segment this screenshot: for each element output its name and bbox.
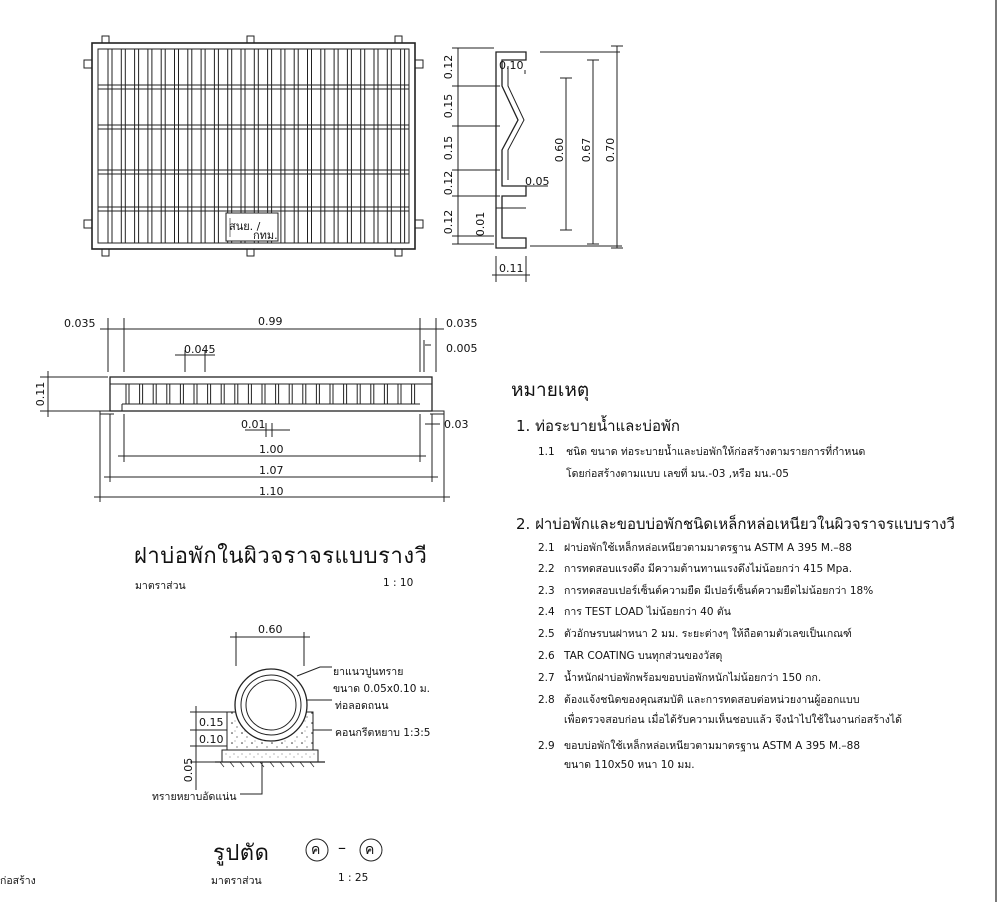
section-scale-value: 1 : 25 <box>338 872 369 884</box>
note-text: ต้องแจ้งชนิดของคุณสมบัติ และการทดสอบต่อหน่วยงานผู้ออกแบบ <box>564 694 860 706</box>
note-1-1-line-2: โดยก่อสร้างตามแบบ เลขที่ มน.-03 ,หรือ มน.-05 <box>566 468 789 480</box>
section-scale-label: มาตราส่วน <box>211 875 262 887</box>
note-text: TAR COATING บนทุกส่วนของวัสดุ <box>564 650 723 662</box>
note-text: ตัวอักษรบนฝาหนา 2 มม. ระยะต่างๆ ให้ถือตามตัวเลขเป็นเกณฑ์ <box>564 628 852 640</box>
front-elevation <box>40 318 450 502</box>
note-number: 2.3 <box>538 585 555 597</box>
scale-label: มาตราส่วน <box>135 580 186 592</box>
dim-right-flange: 0.035 <box>446 317 478 330</box>
stamp-line-1: สนย. / <box>229 220 261 233</box>
main-title: ฝาบ่อพักในผิวจราจรแบบรางวี <box>134 544 428 569</box>
section-mark-1: ค <box>311 842 321 858</box>
note-text: ขอบบ่อพักใช้เหล็กหล่อเหนียวตามมาตรฐาน ASTM A 395 M.–88 <box>564 740 861 752</box>
note-text: เพื่อตรวจสอบก่อน เมื่อได้รับความเห็นชอบแล้ว จึงนำไปใช้ในงานก่อสร้างได้ <box>564 714 902 726</box>
note-number: 2.8 <box>538 694 555 706</box>
dim-side-top: 0.10 <box>499 59 524 72</box>
dim-height-060: 0.60 <box>553 137 566 163</box>
dim-height-067: 0.67 <box>580 137 593 163</box>
dim-layer-010: 0.10 <box>199 733 224 746</box>
label-sand: ทรายหยาบอัดแน่น <box>152 791 237 803</box>
note-number: 2.2 <box>538 563 555 575</box>
stamp-line-2: กทม. <box>253 229 278 242</box>
dim-bar: 0.045 <box>184 343 216 356</box>
dim-bar-thick: 0.01 <box>241 418 266 431</box>
note-number: 2.9 <box>538 740 555 752</box>
note-number: 2.1 <box>538 542 555 554</box>
note-number: 2.4 <box>538 606 555 618</box>
label-pipe: ท่อลอดถนน <box>335 700 389 712</box>
dim-side-mid: 0.05 <box>525 175 550 188</box>
dim-layer-015: 0.15 <box>199 716 224 729</box>
dim-left-flange: 0.035 <box>64 317 96 330</box>
label-mortar-size: ขนาด 0.05x0.10 ม. <box>333 683 430 695</box>
notes-heading-2: 2. ฝาบ่อพักและขอบบ่อพักชนิดเหล็กหล่อเหนียวในผิวจราจรแบบรางวี <box>516 515 955 533</box>
note-text: น้ำหนักฝาบ่อพักพร้อมขอบบ่อพักหนักไม่น้อยกว่า 150 กก. <box>564 672 822 684</box>
note-number: 2.6 <box>538 650 555 662</box>
dim-layer-005: 0.05 <box>182 757 195 783</box>
note-text: ฝาบ่อพักใช้เหล็กหล่อเหนียวตามมาตรฐาน ASTM A 395 M.–88 <box>564 542 852 554</box>
dim-side-bottom: 0.11 <box>499 262 524 275</box>
section-title: รูปตัด <box>213 841 270 866</box>
label-mortar: ยาแนวปูนทราย <box>333 666 404 678</box>
dim-height-070: 0.70 <box>604 137 617 163</box>
frame-side-profile <box>452 46 623 282</box>
notes-title: หมายเหตุ <box>511 379 590 401</box>
section-mark-2: ค <box>365 842 375 858</box>
note-text: การทดสอบเปอร์เซ็นต์ความยืด มีเปอร์เซ็นต์ความยืดไม่น้อยกว่า 18% <box>564 585 874 597</box>
note-text: ขนาด 110x50 หนา 10 มม. <box>564 759 695 771</box>
scale-value: 1 : 10 <box>383 577 414 589</box>
note-number: 2.7 <box>538 672 555 684</box>
dim-span: 0.99 <box>258 315 283 328</box>
dim-gap: 0.005 <box>446 342 478 355</box>
dim-section-width: 0.60 <box>258 623 283 636</box>
note-text: การ TEST LOAD ไม่น้อยกว่า 40 ตัน <box>564 606 731 618</box>
dim-width-110: 1.10 <box>259 485 284 498</box>
note-1-1-number: 1.1 <box>538 446 555 458</box>
dim-side-6: 0.01 <box>474 211 487 237</box>
dim-width-107: 1.07 <box>259 464 284 477</box>
dim-edge: 0.03 <box>444 418 469 431</box>
label-concrete: คอนกรีตหยาบ 1:3:5 <box>335 727 431 739</box>
note-text: การทดสอบแรงดึง มีความต้านทานแรงดึงไม่น้อยกว่า 415 Mpa. <box>564 563 853 575</box>
dim-side-4: 0.12 <box>442 170 455 196</box>
note-1-1-line-1: ชนิด ขนาด ท่อระบายน้ำและบ่อพักให้ก่อสร้างตามรายการที่กำหนด <box>566 446 866 458</box>
dim-side-5: 0.12 <box>442 209 455 235</box>
dim-width-100: 1.00 <box>259 443 284 456</box>
dim-side-2: 0.15 <box>442 93 455 119</box>
notes-heading-1: 1. ท่อระบายน้ำและบ่อพัก <box>516 417 680 435</box>
section-dash: – <box>338 838 346 857</box>
dim-side-1: 0.12 <box>442 54 455 80</box>
note-number: 2.5 <box>538 628 555 640</box>
dim-front-height: 0.11 <box>34 381 47 407</box>
dim-side-3: 0.15 <box>442 135 455 161</box>
pipe-section-detail <box>190 632 332 794</box>
cut-off-text: ก่อสร้าง <box>0 875 36 887</box>
